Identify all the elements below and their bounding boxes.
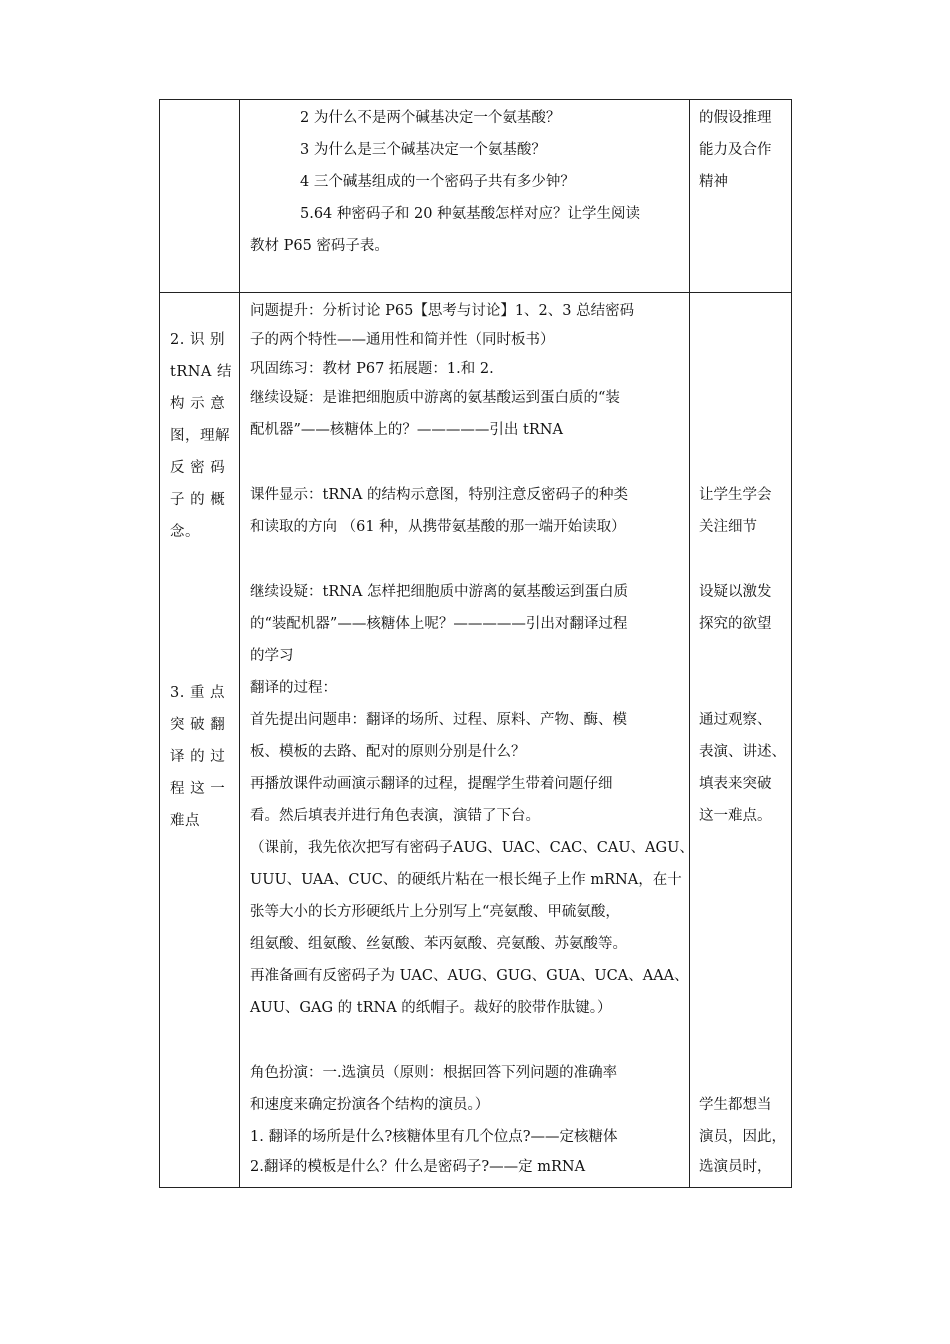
step-line: 2. 识 别 [170,332,226,348]
content-line: 5.64 种密码子和 20 种氨基酸怎样对应？让学生阅读 [300,206,641,222]
content-line: 配机器”——核糖体上的？—————引出 tRNA [250,422,563,438]
content-line: 3 为什么是三个碱基决定一个氨基酸？ [300,142,546,158]
step-line: 图，理解 [170,428,230,444]
intent-line: 探究的欲望 [699,616,772,632]
content-line: 的“装配机器”——核糖体上呢？—————引出对翻译过程 [250,616,628,632]
intent-line: 表演、讲述、 [699,744,786,760]
intent-cell [690,293,792,1188]
intent-line: 这一难点。 [699,808,772,824]
step-cell [160,293,240,1188]
step-line: 译 的 过 [170,749,226,765]
intent-line: 学生都想当 [699,1097,772,1113]
intent-line: 填表来突破 [699,776,772,792]
step-line: 反 密 码 [170,460,226,476]
content-line: （课前，我先依次把写有密码子AUG、UAC、CAC、CAU、AGU、 [250,840,694,856]
content-line: 和速度来确定扮演各个结构的演员。） [250,1097,490,1113]
content-line: 板、模板的去路、配对的原则分别是什么？ [250,744,526,760]
step-line: 难点 [170,813,200,829]
table-row [160,100,792,293]
content-line: 教材 P65 密码子表。 [250,238,389,254]
content-line: 看。然后填表并进行角色表演，演错了下台。 [250,808,540,824]
content-line: 组氨酸、组氨酸、丝氨酸、苯丙氨酸、亮氨酸、苏氨酸等。 [250,936,627,952]
table-row [160,293,792,1188]
content-line: 的学习 [250,648,294,664]
content-line: UUU、UAA、CUC、的硬纸片粘在一根长绳子上作 mRNA，在十 [250,872,682,888]
content-line: AUU、GAG 的 tRNA 的纸帽子。裁好的胶带作肽键。） [250,1000,612,1016]
content-line: 4 三个碱基组成的一个密码子共有多少钟？ [300,174,575,190]
intent-line: 选演员时， [699,1159,772,1175]
intent-line: 的假设推理 [699,110,772,126]
content-line: 1. 翻译的场所是什么?核糖体里有几个位点?——定核糖体 [250,1129,618,1145]
intent-line: 关注细节 [699,519,757,535]
content-line: 巩固练习：教材 P67 拓展题：1.和 2. [250,361,494,377]
intent-line: 通过观察、 [699,712,772,728]
content-line: 继续设疑：tRNA 怎样把细胞质中游离的氨基酸运到蛋白质 [250,584,629,600]
step-line: 构 示 意 [170,396,226,412]
content-cell [240,100,690,293]
content-line: 课件显示：tRNA 的结构示意图，特别注意反密码子的种类 [250,487,629,503]
content-line: 2 为什么不是两个碱基决定一个氨基酸？ [300,110,561,126]
step-cell [160,100,240,293]
step-line: 3. 重 点 [170,685,226,701]
intent-cell [690,100,792,293]
content-line: 再播放课件动画演示翻译的过程，提醒学生带着问题仔细 [250,776,613,792]
intent-line: 能力及合作 [699,142,772,158]
content-line: 继续设疑：是谁把细胞质中游离的氨基酸运到蛋白质的“装 [250,390,620,406]
content-line: 问题提升：分析讨论 P65【思考与讨论】1、2、3 总结密码 [250,303,635,319]
content-line: 翻译的过程： [250,680,337,696]
step-line: 突 破 翻 [170,717,226,733]
content-line: 2.翻译的模板是什么？什么是密码子?——定 mRNA [250,1159,586,1175]
content-line: 再准备画有反密码子为 UAC、AUG、GUG、GUA、UCA、AAA、 [250,968,689,984]
step-line: 念。 [170,524,200,540]
lesson-plan-table [159,99,792,1188]
content-line: 张等大小的长方形硬纸片上分别写上“亮氨酸、甲硫氨酸， [250,904,620,920]
intent-line: 让学生学会 [699,487,772,503]
step-line: 子 的 概 [170,492,226,508]
content-line: 子的两个特性——通用性和简并性（同时板书） [250,332,555,348]
intent-line: 设疑以激发 [699,584,772,600]
step-line: 程 这 一 [170,781,226,797]
content-line: 首先提出问题串：翻译的场所、过程、原料、产物、酶、模 [250,712,627,728]
intent-line: 精神 [699,174,728,190]
content-line: 角色扮演：一.选演员（原则：根据回答下列问题的准确率 [250,1065,618,1081]
step-line: tRNA 结 [170,364,233,380]
intent-line: 演员，因此， [699,1129,786,1145]
content-cell [240,293,694,1188]
content-line: 和读取的方向 （61 种，从携带氨基酸的那一端开始读取） [250,519,626,535]
